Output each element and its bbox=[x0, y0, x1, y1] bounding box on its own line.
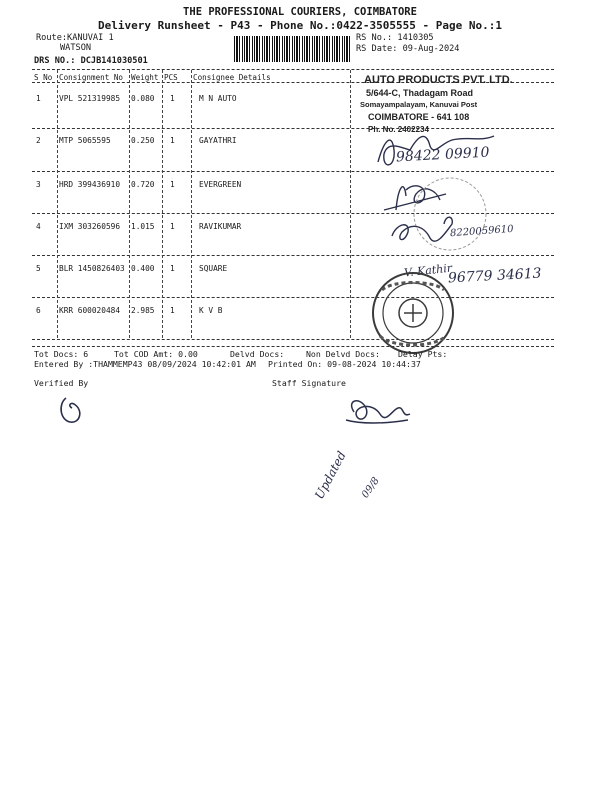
row-consignment: HRD 399436910 bbox=[59, 180, 121, 189]
row-consignee: K V B bbox=[199, 306, 223, 315]
staff-signature bbox=[346, 401, 410, 423]
non-delivered-docs: Non Delvd Docs: bbox=[306, 349, 380, 359]
verified-mark bbox=[61, 398, 80, 422]
handwritten-name-5: V. Kathir bbox=[403, 261, 453, 280]
row-consignee: M N AUTO bbox=[199, 94, 237, 103]
delivered-docs: Delvd Docs: bbox=[230, 349, 285, 359]
row-pcs: 1 bbox=[170, 180, 175, 189]
row-sno: 1 bbox=[36, 94, 41, 103]
row-consignee: SQUARE bbox=[199, 264, 228, 273]
handwritten-date-note: 09/8 bbox=[360, 475, 382, 501]
row-consignment: BLR 1450826403 bbox=[59, 264, 125, 273]
row-pcs: 1 bbox=[170, 222, 175, 231]
col-header-pcs: PCS bbox=[164, 73, 178, 82]
row-pcs: 1 bbox=[170, 306, 175, 315]
entered-by: Entered By :THAMMEMP43 08/09/2024 10:42:01 AM bbox=[34, 359, 256, 369]
row-consignment: MTP 5065595 bbox=[59, 136, 111, 145]
row-consignment: IXM 303260596 bbox=[59, 222, 121, 231]
handwritten-phone-3: 96779 34613 bbox=[447, 265, 542, 287]
route-sub: WATSON bbox=[60, 43, 92, 53]
route-value: KANUVAI 1 bbox=[67, 33, 114, 43]
round-seal-row-6 bbox=[373, 273, 453, 353]
row-sno: 2 bbox=[36, 136, 41, 145]
row-weight: 0.720 bbox=[131, 180, 155, 189]
stamp-company: AUTO PRODUCTS PVT. LTD. bbox=[364, 74, 513, 86]
row-weight: 0.250 bbox=[131, 136, 155, 145]
row-sno: 4 bbox=[36, 222, 41, 231]
col-header-consignment: Consignment No bbox=[59, 73, 124, 82]
row-weight: 0.400 bbox=[131, 264, 155, 273]
faint-seal-rows-3-4 bbox=[414, 178, 486, 250]
row-sno: 3 bbox=[36, 180, 41, 189]
rs-number: RS No.: 1410305 bbox=[356, 33, 434, 43]
verified-by-label: Verified By bbox=[34, 378, 89, 388]
drs-number: DRS NO.: DCJB141030501 bbox=[34, 56, 148, 66]
row-weight: 1.015 bbox=[131, 222, 155, 231]
row-pcs: 1 bbox=[170, 94, 175, 103]
company-title: THE PROFESSIONAL COURIERS, COIMBATORE bbox=[183, 6, 417, 18]
rs-date: RS Date: 09-Aug-2024 bbox=[356, 44, 460, 54]
delay-points: Delay Pts: bbox=[398, 349, 448, 359]
row-pcs: 1 bbox=[170, 136, 175, 145]
stamp-address-2: Somayampalayam, Kanuvai Post bbox=[360, 100, 478, 109]
stamp-address-3: COIMBATORE - 641 108 bbox=[368, 112, 470, 122]
handwritten-phone-1: 98422 09910 bbox=[395, 144, 490, 166]
row-pcs: 1 bbox=[170, 264, 175, 273]
col-header-sno: S No bbox=[34, 73, 53, 82]
col-header-consignee: Consignee Details bbox=[193, 73, 271, 82]
stamp-address-1: 5/644-C, Thadagam Road bbox=[366, 88, 474, 98]
runsheet-title: Delivery Runsheet - P43 - Phone No.:0422-3505555 - Page No.:1 bbox=[98, 19, 502, 32]
row-consignment: KRR 600020484 bbox=[59, 306, 121, 315]
row-weight: 2.985 bbox=[131, 306, 155, 315]
total-cod: Tot COD Amt: 0.00 bbox=[114, 349, 198, 359]
row-consignment: VPL 521319985 bbox=[59, 94, 121, 103]
staff-signature-label: Staff Signature bbox=[272, 378, 346, 388]
row-consignee: GAYATHRI bbox=[199, 136, 237, 145]
route-label: Route: bbox=[36, 33, 68, 43]
row-consignee: RAVIKUMAR bbox=[199, 222, 242, 231]
stamp-phone: Ph. No. 2402234 bbox=[368, 125, 429, 134]
row-consignee: EVERGREEN bbox=[199, 180, 242, 189]
handwritten-updated: Updated bbox=[312, 448, 349, 502]
col-header-weight: Weight bbox=[131, 73, 159, 82]
row-sno: 5 bbox=[36, 264, 41, 273]
printed-on: Printed On: 09-08-2024 10:44:37 bbox=[268, 359, 421, 369]
signature-row-2 bbox=[378, 136, 494, 165]
row-sno: 6 bbox=[36, 306, 41, 315]
handwritten-phone-2: 8220059610 bbox=[449, 223, 514, 240]
total-docs: Tot Docs: 6 bbox=[34, 349, 89, 359]
row-weight: 0.080 bbox=[131, 94, 155, 103]
